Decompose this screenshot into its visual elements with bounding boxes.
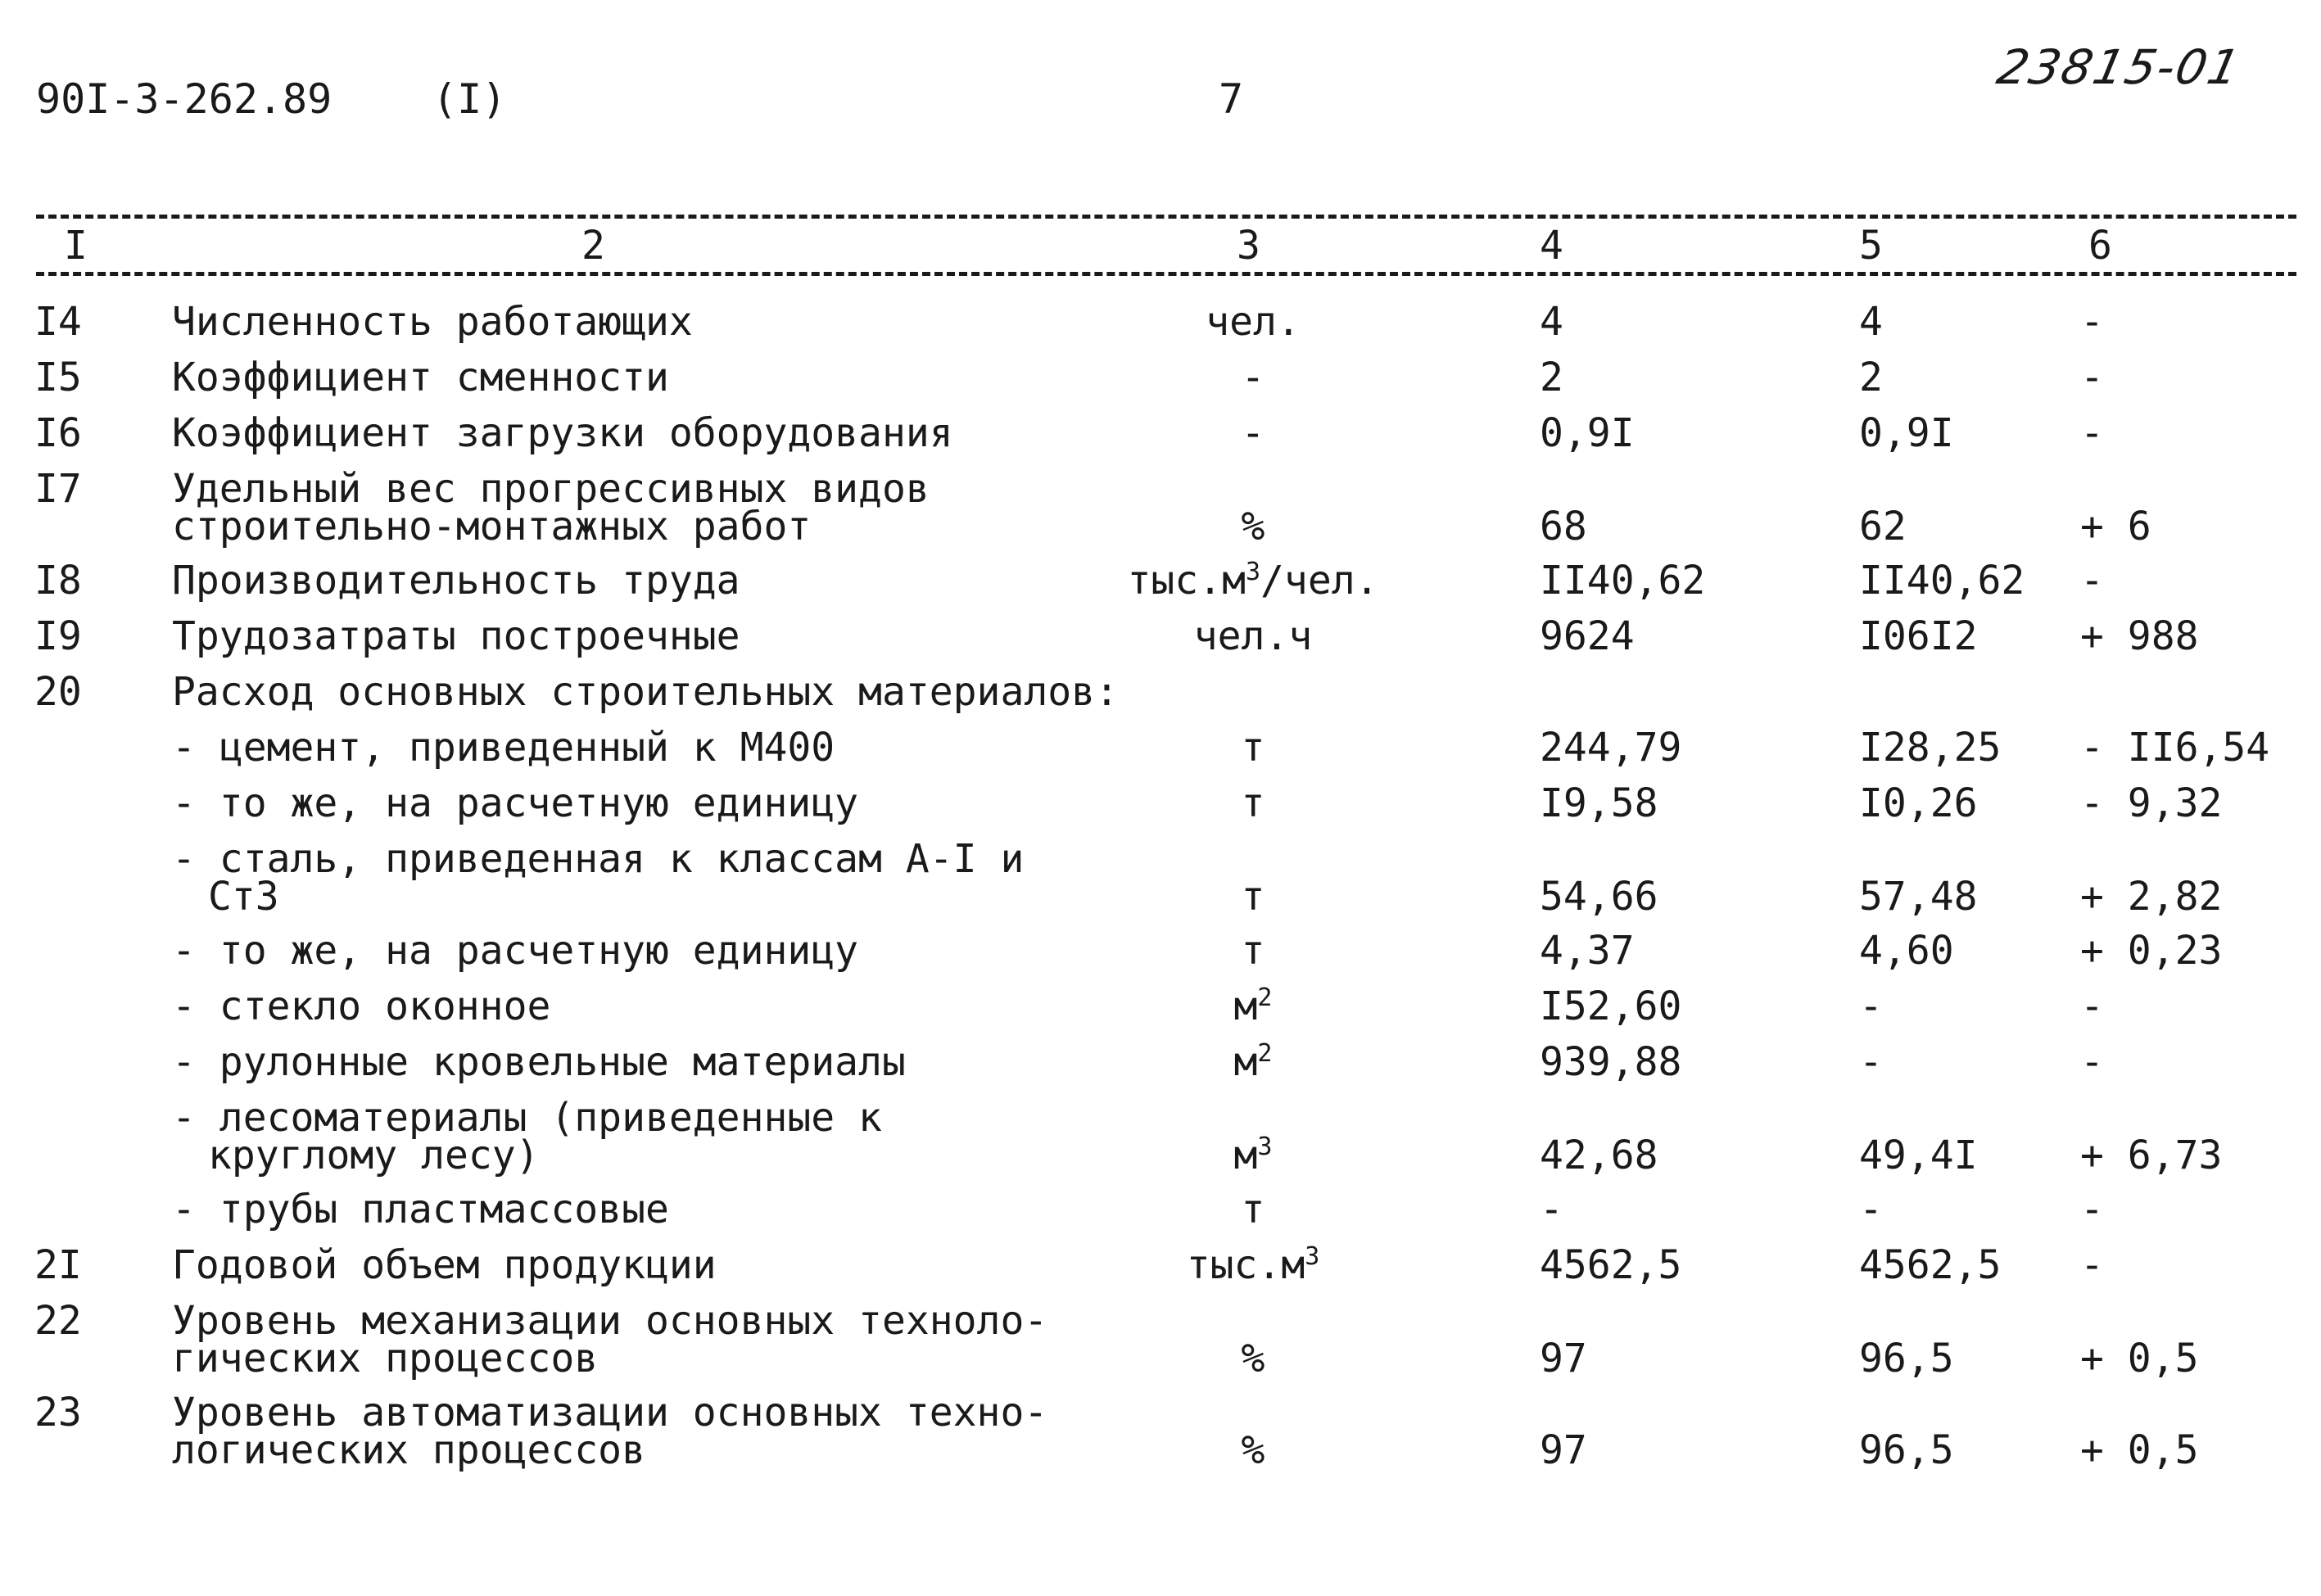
unit-of-measure [1097,1133,1409,1178]
row-number: I7 [34,466,82,512]
analog-value: 49,4I [1859,1133,1978,1178]
page-number: 7 [1219,75,1244,123]
unit-text: тыс.м [1186,1242,1305,1288]
difference-value: - [2080,1187,2104,1232]
analog-value: 57,48 [1859,874,1978,920]
difference-value: - [2080,410,2104,456]
description-line: Уровень автоматизации основных техно- [172,1390,1048,1435]
difference-value: + 6,73 [2080,1133,2223,1178]
unit-text: тыс.м [1127,558,1246,604]
unit-of-measure [1097,1427,1409,1473]
analog-value: I0,26 [1859,780,1978,826]
row-number: 22 [34,1298,82,1344]
project-value: 244,79 [1540,725,1682,771]
unit-text: чел. [1206,299,1301,345]
row-number: 23 [34,1390,82,1435]
difference-value: - [2080,299,2104,345]
project-value: 9624 [1540,613,1635,659]
description-line: Коэффициент сменности [172,355,669,400]
column-header-5: 5 [1859,223,1883,269]
table-header-top-rule [36,215,2296,219]
unit-exponent: 3 [1305,1242,1320,1271]
row-description [172,613,740,659]
analog-value: I06I2 [1859,613,1978,659]
unit-of-measure [1097,1039,1409,1085]
row-description [172,725,835,771]
difference-value: - [2080,983,2104,1029]
row-description [172,928,859,974]
unit-of-measure [1097,504,1409,549]
description-line: - лесоматериалы (приведенные к [172,1095,882,1141]
unit-of-measure [1097,780,1409,826]
project-value: 4 [1540,299,1563,345]
unit-text: т [1241,780,1265,826]
project-value: 4,37 [1540,928,1635,974]
difference-value: - II6,54 [2080,725,2270,771]
project-value: 42,68 [1540,1133,1658,1178]
difference-value: + 0,5 [2080,1427,2199,1473]
unit-of-measure [1097,1242,1409,1288]
row-description [172,1242,717,1288]
description-line: Ст3 [208,874,279,920]
unit-text: % [1241,1427,1265,1473]
column-header-4: 4 [1540,223,1563,269]
description-line: Численность работающих [172,299,693,345]
description-line: Годовой объем продукции [172,1242,717,1288]
difference-value: - [2080,558,2104,604]
unit-text: м [1233,983,1258,1029]
difference-value: + 0,23 [2080,928,2223,974]
unit-text: % [1241,504,1265,549]
handwritten-archive-number: 23815-01 [1992,39,2246,95]
row-description [172,1095,882,1178]
row-description [172,558,740,604]
unit-text: м [1233,1133,1258,1178]
row-description [172,983,551,1029]
unit-of-measure [1097,1187,1409,1232]
row-description [172,836,1025,920]
unit-text: т [1241,874,1265,920]
row-description [172,669,1119,715]
column-header-3: 3 [1237,223,1260,269]
unit-of-measure [1097,874,1409,920]
difference-value: + 6 [2080,504,2151,549]
unit-text: чел.ч [1193,613,1313,659]
description-line: Удельный вес прогрессивных видов [172,466,930,512]
project-value: 2 [1540,355,1563,400]
document-part: (I) [432,75,507,123]
unit-of-measure [1097,410,1409,456]
unit-text: - [1241,355,1265,400]
table-header-bottom-rule [36,272,2296,276]
difference-value: + 988 [2080,613,2199,659]
row-description [172,355,669,400]
description-line: круглому лесу) [208,1133,540,1178]
analog-value: 96,5 [1859,1336,1954,1381]
project-value: 939,88 [1540,1039,1682,1085]
project-value: 54,66 [1540,874,1658,920]
description-line: логических процессов [172,1427,645,1473]
row-number: 2I [34,1242,82,1288]
unit-text: м [1233,1039,1258,1085]
description-line: - сталь, приведенная к классам А-I и [172,836,1025,882]
analog-value: 2 [1859,355,1883,400]
row-number: 20 [34,669,82,715]
unit-of-measure [1097,355,1409,400]
unit-exponent: 2 [1257,983,1273,1012]
unit-exponent: 2 [1257,1039,1273,1068]
project-value: 4562,5 [1540,1242,1682,1288]
difference-value: + 0,5 [2080,1336,2199,1381]
unit-of-measure [1097,558,1409,604]
analog-value: 62 [1859,504,1907,549]
row-description [172,1039,906,1085]
analog-value: 96,5 [1859,1427,1954,1473]
project-value: II40,62 [1540,558,1706,604]
unit-of-measure [1097,928,1409,974]
column-header-6: 6 [2088,223,2112,269]
project-value: 97 [1540,1427,1587,1473]
project-value: I52,60 [1540,983,1682,1029]
column-header-1: I [64,223,88,269]
row-description [172,1187,669,1232]
unit-text: т [1241,725,1265,771]
difference-value: - [2080,1039,2104,1085]
row-description [172,780,859,826]
row-number: I8 [34,558,82,604]
difference-value: - [2080,355,2104,400]
difference-value: - 9,32 [2080,780,2223,826]
project-value: - [1540,1187,1563,1232]
unit-of-measure [1097,1336,1409,1381]
row-description [172,1390,1048,1473]
document-code: 90I-3-262.89 [36,75,333,123]
analog-value: 4,60 [1859,928,1954,974]
unit-of-measure [1097,983,1409,1029]
unit-of-measure [1097,299,1409,345]
description-line: - цемент, приведенный к М400 [172,725,835,771]
unit-text: т [1241,1187,1265,1232]
analog-value: 4 [1859,299,1883,345]
analog-value: 0,9I [1859,410,1954,456]
difference-value: - [2080,1242,2104,1288]
project-value: 68 [1540,504,1587,549]
analog-value: - [1859,1039,1883,1085]
project-value: 0,9I [1540,410,1635,456]
description-line: - рулонные кровельные материалы [172,1039,906,1085]
description-line: - стекло оконное [172,983,551,1029]
unit-exponent: 3 [1245,558,1261,586]
unit-exponent: 3 [1257,1133,1273,1161]
row-number: I5 [34,355,82,400]
row-description [172,410,953,456]
unit-of-measure [1097,613,1409,659]
analog-value: 4562,5 [1859,1242,2002,1288]
description-line: строительно-монтажных работ [172,504,812,549]
description-line: Производительность труда [172,558,740,604]
unit-of-measure [1097,725,1409,771]
description-line: Коэффициент загрузки оборудования [172,410,953,456]
description-line: - трубы пластмассовые [172,1187,669,1232]
description-line: Уровень механизации основных техноло- [172,1298,1048,1344]
description-line: гических процессов [172,1336,599,1381]
row-description [172,299,693,345]
analog-value: - [1859,1187,1883,1232]
description-line: Расход основных строительных материалов: [172,669,1119,715]
analog-value: I28,25 [1859,725,2002,771]
project-value: I9,58 [1540,780,1658,826]
row-number: I6 [34,410,82,456]
difference-value: + 2,82 [2080,874,2223,920]
row-description [172,466,930,549]
row-number: I4 [34,299,82,345]
analog-value: - [1859,983,1883,1029]
analog-value: II40,62 [1859,558,2025,604]
unit-suffix: /чел. [1260,558,1379,604]
unit-text: - [1241,410,1265,456]
row-description [172,1298,1048,1381]
description-line: Трудозатраты построечные [172,613,740,659]
column-header-2: 2 [581,223,605,269]
description-line: - то же, на расчетную единицу [172,928,859,974]
description-line: - то же, на расчетную единицу [172,780,859,826]
unit-text: % [1241,1336,1265,1381]
unit-text: т [1241,928,1265,974]
row-number: I9 [34,613,82,659]
project-value: 97 [1540,1336,1587,1381]
